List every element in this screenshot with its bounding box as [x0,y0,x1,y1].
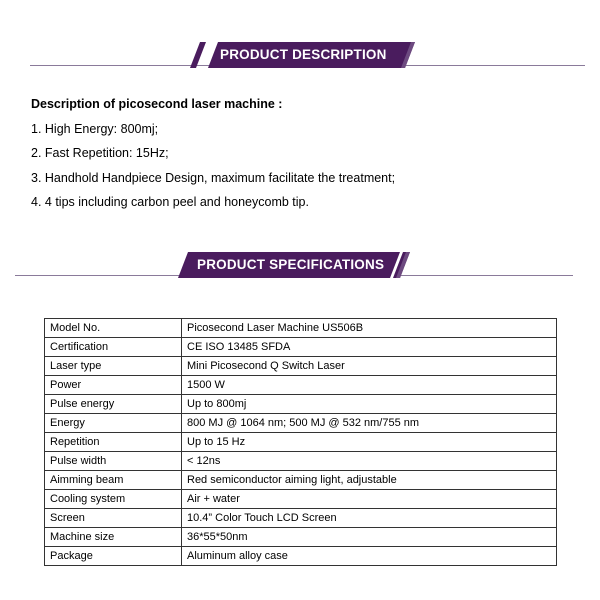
spec-value: CE ISO 13485 SFDA [182,338,557,357]
spec-value: < 12ns [182,452,557,471]
table-row [45,338,557,357]
table-row [45,528,557,547]
product-description-header [0,40,600,80]
spec-key: Cooling system [45,490,182,509]
table-row [45,395,557,414]
spec-value: Mini Picosecond Q Switch Laser [182,357,557,376]
spec-key: Power [45,376,182,395]
section-banner [190,42,415,68]
spec-value: Aluminum alloy case [182,547,557,566]
spec-key: Certification [45,338,182,357]
spec-value: Air + water [182,490,557,509]
description-list [31,121,395,218]
spec-value: Up to 15 Hz [182,433,557,452]
spec-value: 1500 W [182,376,557,395]
table-row [45,433,557,452]
spec-key: Laser type [45,357,182,376]
list-item: 2. Fast Repetition: 15Hz; [31,146,169,161]
spec-key: Repetition [45,433,182,452]
table-row [45,414,557,433]
table-row [45,471,557,490]
list-item: 3. Handhold Handpiece Design, maximum facilitate the treatment; [31,170,396,185]
table-row [45,319,557,338]
description-title: Description of picosecond laser machine : [31,97,283,111]
section-banner [178,252,410,278]
section-title: PRODUCT DESCRIPTION [220,47,387,62]
spec-key: Pulse energy [45,395,182,414]
spec-key: Screen [45,509,182,528]
spec-value: Red semiconductor aiming light, adjustable [182,471,557,490]
list-item: 1. High Energy: 800mj; [31,122,159,136]
spec-key: Machine size [45,528,182,547]
list-item: 4. 4 tips including carbon peel and honeycomb tip. [31,194,309,209]
spec-value: 10.4” Color Touch LCD Screen [182,509,557,528]
section-title: PRODUCT SPECIFICATIONS [197,257,385,272]
table-row [45,452,557,471]
product-specifications-header [0,250,600,290]
spec-value: Up to 800mj [182,395,557,414]
spec-key: Package [45,547,182,566]
spec-key: Model No. [45,319,182,338]
table-row [45,376,557,395]
spec-value: 36*55*50nm [182,528,557,547]
table-row [45,509,557,528]
spec-value: Picosecond Laser Machine US506B [182,319,557,338]
spec-key: Energy [45,414,182,433]
table-row [45,547,557,566]
specifications-table [44,318,557,566]
spec-key: Aimming beam [45,471,182,490]
table-row [45,490,557,509]
spec-key: Pulse width [45,452,182,471]
spec-value: 800 MJ @ 1064 nm; 500 MJ @ 532 nm/755 nm [182,414,557,433]
table-row [45,357,557,376]
